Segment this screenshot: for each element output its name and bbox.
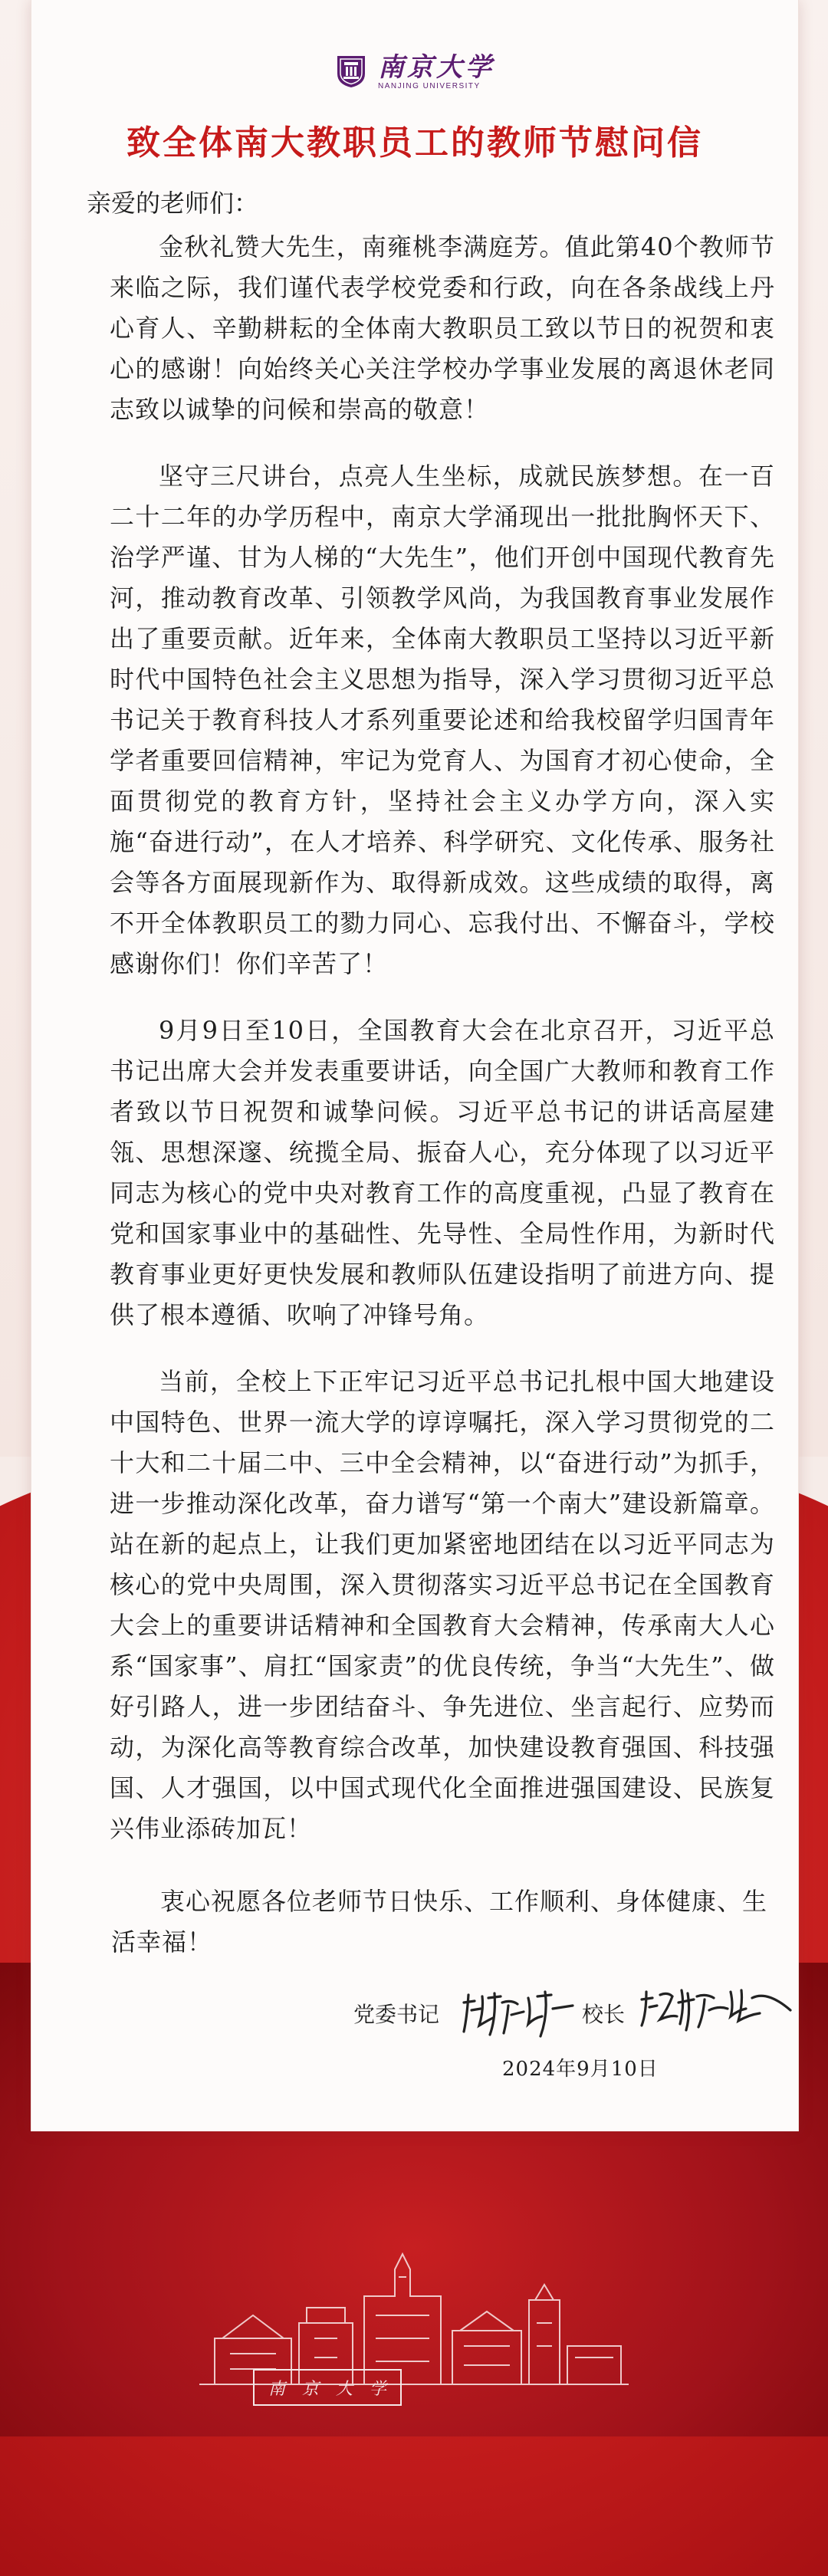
- closing-wish: 衷心祝愿各位老师节日快乐、工作顺利、身体健康、生活幸福！: [111, 1887, 768, 1957]
- signer1-title: 党委书记: [353, 2002, 440, 2027]
- handwritten-signature: [458, 1987, 580, 2041]
- campus-caption: [253, 2369, 402, 2406]
- signature-block: [31, 1987, 798, 2049]
- paragraph: 9月9日至10日，全国教育大会在北京召开，习近平总书记出席大会并发表重要讲话，向全国广大教师和教育工作者致以节日祝贺和诚挚问候。习近平总书记的讲话高屋建瓴、思想深邃、统揽全局、振奋人心，充分体现了以习近平同志为核心的党中央对教育工作的高度重视，凸显了教育在党和国家事业中的基础性、先导性、全局性作用，为新时代教育事业更好更快发展和教师队伍建设指明了前进方向、提供了根本遵循、吹响了冲锋号角。: [110, 1016, 775, 1329]
- handwritten-signature: [637, 1983, 798, 2038]
- letter-body: [110, 227, 775, 1875]
- letter-date: 2024年9月10日: [502, 2058, 659, 2081]
- paragraph: 坚守三尺讲台，点亮人生坐标，成就民族梦想。在一百二十二年的办学历程中，南京大学涌现出一批批胸怀天下、治学严谨、甘为人梯的“大先生”，他们开创中国现代教育先河，推动教育改革、引领教学风尚，为我国教育事业发展作出了重要贡献。近年来，全体南大教职员工坚持以习近平新时代中国特色社会主义思想为指导，深入学习贯彻习近平总书记关于教育科技人才系列重要论述和给我校留学归国青年学者重要回信精神，牢记为党育人、为国育才初心使命，全面贯彻党的教育方针，坚持社会主义办学方向，深入实施“奋进行动”，在人才培养、科学研究、文化传承、服务社会等各方面展现新作为、取得新成效。这些成绩的取得，离不开全体教职员工的勠力同心、忘我付出、不懈奋斗，学校感谢你们！你们辛苦了！: [110, 462, 775, 978]
- paragraph: 金秋礼赞大先生，南雍桃李满庭芳。值此第40个教师节来临之际，我们谨代表学校党委和行政，向在各条战线上丹心育人、辛勤耕耘的全体南大教职员工致以节日的祝贺和衷心的感谢！向始终关心关注学校办学事业发展的离退休老同志致以诚挚的问候和崇高的敬意！: [110, 232, 775, 424]
- letter-paper: [31, 0, 799, 2131]
- logo-english-name: NANJING UNIVERSITY: [378, 81, 481, 90]
- caption-char: 京: [301, 2379, 319, 2399]
- caption-char: 大: [336, 2379, 353, 2399]
- letter-greeting: 亲爱的老师们：: [87, 189, 259, 218]
- logo-chinese-name: 南京大学: [378, 51, 495, 83]
- signer2-title: 校长: [582, 2002, 626, 2027]
- university-seal-icon: [335, 54, 367, 89]
- letter-title: 致全体南大教职员工的教师节慰问信: [127, 123, 703, 163]
- caption-char: 南: [268, 2379, 285, 2399]
- paragraph: 当前，全校上下正牢记习近平总书记扎根中国大地建设中国特色、世界一流大学的谆谆嘱托，深入学习贯彻党的二十大和二十届二中、三中全会精神，以“奋进行动”为抓手，进一步推动深化改革，奋力谱写“第一个南大”建设新篇章。站在新的起点上，让我们更加紧密地团结在以习近平同志为核心的党中央周围，深入贯彻落实习近平总书记在全国教育大会上的重要讲话精神和全国教育大会精神，传承南大人心系“国家事”、肩扛“国家责”的优良传统，争当“大先生”、做好引路人，进一步团结奋斗、争先进位、坐言起行、应势而动，为深化高等教育综合改革，加快建设教育强国、科技强国、人才强国，以中国式现代化全面推进强国建设、民族复兴伟业添砖加瓦！: [110, 1367, 775, 1843]
- university-logo: [31, 44, 798, 98]
- caption-char: 学: [370, 2379, 387, 2399]
